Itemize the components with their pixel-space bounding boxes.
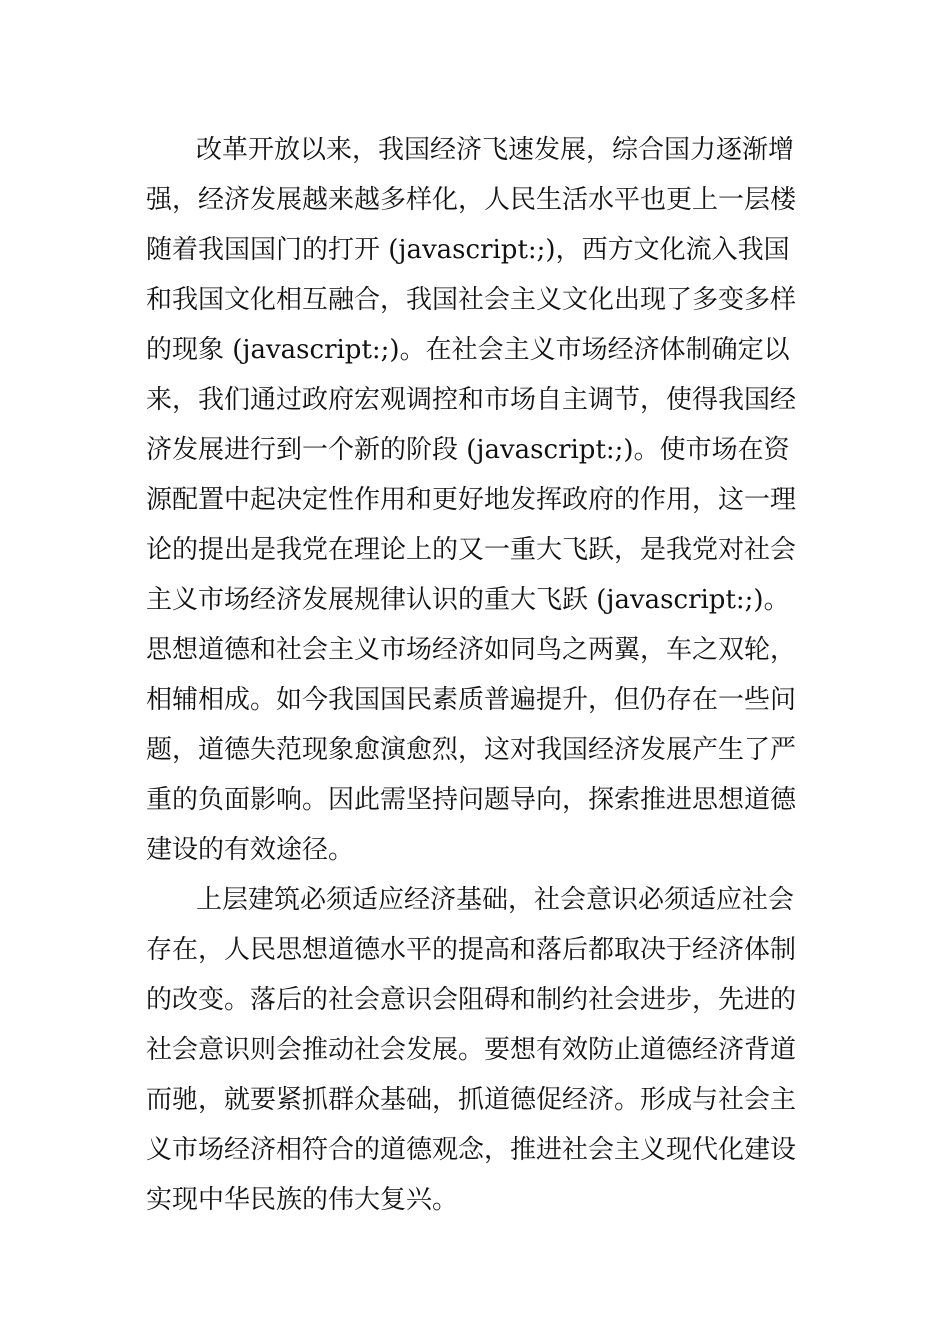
paragraph-line: 而驰，就要紧抓群众基础，抓道德促经济。形成与社会主 <box>146 1085 797 1115</box>
paragraph-1 <box>146 125 810 875</box>
paragraph-line: 和我国文化相互融合，我国社会主义文化出现了多变多样 <box>146 285 797 315</box>
body-text <box>146 125 810 1225</box>
paragraph-line: 相辅相成。如今我国国民素质普遍提升，但仍存在一些问 <box>146 685 797 715</box>
paragraph-2 <box>146 875 810 1225</box>
paragraph-line: 济发展进行到一个新的阶段 (javascript:;)。使市场在资 <box>146 435 790 465</box>
paragraph-line: 的现象 (javascript:;)。在社会主义市场经济体制确定以 <box>146 335 790 365</box>
paragraph-line: 题，道德失范现象愈演愈烈，这对我国经济发展产生了严 <box>146 735 797 765</box>
paragraph-line: 建设的有效途径。 <box>146 835 355 865</box>
paragraph-line: 存在，人民思想道德水平的提高和落后都取决于经济体制 <box>146 935 797 965</box>
paragraph-line: 强，经济发展越来越多样化，人民生活水平也更上一层楼 <box>146 185 797 215</box>
paragraph-line: 实现中华民族的伟大复兴。 <box>146 1185 459 1215</box>
paragraph-line: 社会意识则会推动社会发展。要想有效防止道德经济背道 <box>146 1035 797 1065</box>
paragraph-line: 来，我们通过政府宏观调控和市场自主调节，使得我国经 <box>146 385 797 415</box>
paragraph-line: 主义市场经济发展规律认识的重大飞跃 (javascript:;)。 <box>146 585 790 615</box>
paragraph-line: 重的负面影响。因此需坚持问题导向，探索推进思想道德 <box>146 785 797 815</box>
paragraph-line: 的改变。落后的社会意识会阻碍和制约社会进步，先进的 <box>146 985 797 1015</box>
paragraph-line: 随着我国国门的打开 (javascript:;)，西方文化流入我国 <box>146 235 790 265</box>
paragraph-line: 上层建筑必须适应经济基础，社会意识必须适应社会 <box>196 885 795 915</box>
paragraph-line: 思想道德和社会主义市场经济如同鸟之两翼，车之双轮， <box>146 635 797 665</box>
paragraph-line: 义市场经济相符合的道德观念，推进社会主义现代化建设 <box>146 1135 797 1165</box>
paragraph-line: 改革开放以来，我国经济飞速发展，综合国力逐渐增 <box>196 135 795 165</box>
paragraph-line: 论的提出是我党在理论上的又一重大飞跃，是我党对社会 <box>146 535 797 565</box>
paragraph-line: 源配置中起决定性作用和更好地发挥政府的作用，这一理 <box>146 485 797 515</box>
